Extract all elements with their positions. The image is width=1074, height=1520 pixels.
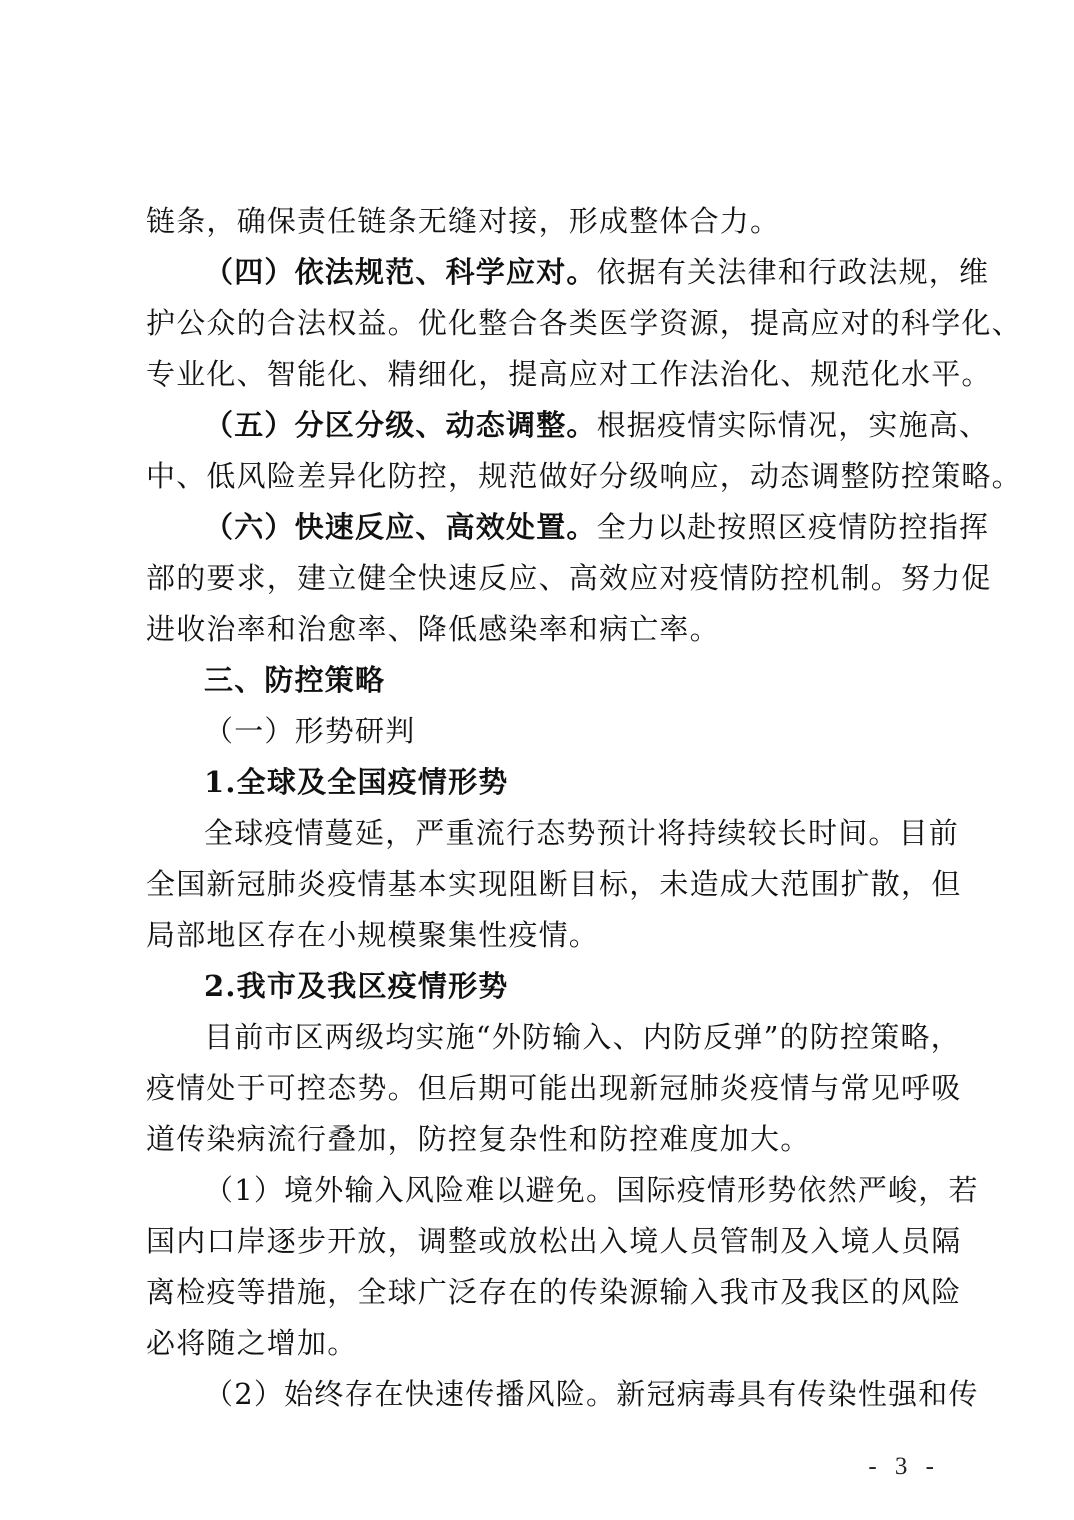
text-line: 国内口岸逐步开放，调整或放松出入境人员管制及入境人员隔: [146, 1224, 962, 1258]
text-line: （2）始终存在快速传播风险。新冠病毒具有传染性强和传: [204, 1377, 979, 1411]
text-line: 进收治率和治愈率、降低感染率和病亡率。: [146, 612, 720, 646]
text-line: 部的要求，建立健全快速反应、高效应对疫情防控机制。努力促: [146, 561, 992, 595]
text-line: [146, 655, 946, 706]
item-heading-2: 2.我市及我区疫情形势: [204, 969, 509, 1003]
text-line: （五）分区分级、动态调整。根据疫情实际情况，实施高、: [204, 408, 990, 442]
text-line: 离检疫等措施，全球广泛存在的传染源输入我市及我区的风险: [146, 1275, 962, 1309]
text-line: 必将随之增加。: [146, 1326, 358, 1360]
text-line: 全国新冠肺炎疫情基本实现阻断目标，未造成大范围扩散，但: [146, 867, 962, 901]
text-line: 专业化、智能化、精细化，提高应对工作法治化、规范化水平。: [146, 357, 992, 391]
text-line: [146, 757, 946, 808]
section-heading-6: （六）快速反应、高效处置。: [204, 510, 597, 544]
subsection-heading: （一）形势研判: [204, 714, 416, 748]
body-text: [146, 196, 1022, 1420]
section-heading-4: （四）依法规范、科学应对。: [204, 255, 597, 289]
text-line: 全球疫情蔓延，严重流行态势预计将持续较长时间。目前: [204, 816, 960, 850]
text-line: 中、低风险差异化防控，规范做好分级响应，动态调整防控策略。: [146, 459, 1022, 493]
text-line: [146, 706, 946, 757]
text-line: （四）依法规范、科学应对。依据有关法律和行政法规，维: [204, 255, 990, 289]
text-line: 链条，确保责任链条无缝对接，形成整体合力。: [146, 204, 781, 238]
text-line: 疫情处于可控态势。但后期可能出现新冠肺炎疫情与常见呼吸: [146, 1071, 962, 1105]
page-number: - 3 -: [868, 1453, 940, 1480]
section-heading-5: （五）分区分级、动态调整。: [204, 408, 597, 442]
text-line: 局部地区存在小规模聚集性疫情。: [146, 918, 600, 952]
chapter-heading: 三、防控策略: [204, 663, 386, 697]
text-line: （1）境外输入风险难以避免。国际疫情形势依然严峻，若: [204, 1173, 979, 1207]
text-line: 护公众的合法权益。优化整合各类医学资源，提高应对的科学化、: [146, 306, 1022, 340]
text-line: 目前市区两级均实施“外防输入、内防反弹”的防控策略，: [204, 1020, 961, 1054]
text-line: （六）快速反应、高效处置。全力以赴按照区疫情防控指挥: [204, 510, 990, 544]
item-heading-1: 1.全球及全国疫情形势: [204, 765, 509, 799]
text-line: 道传染病流行叠加，防控复杂性和防控难度加大。: [146, 1122, 811, 1156]
text-line: [146, 961, 946, 1012]
